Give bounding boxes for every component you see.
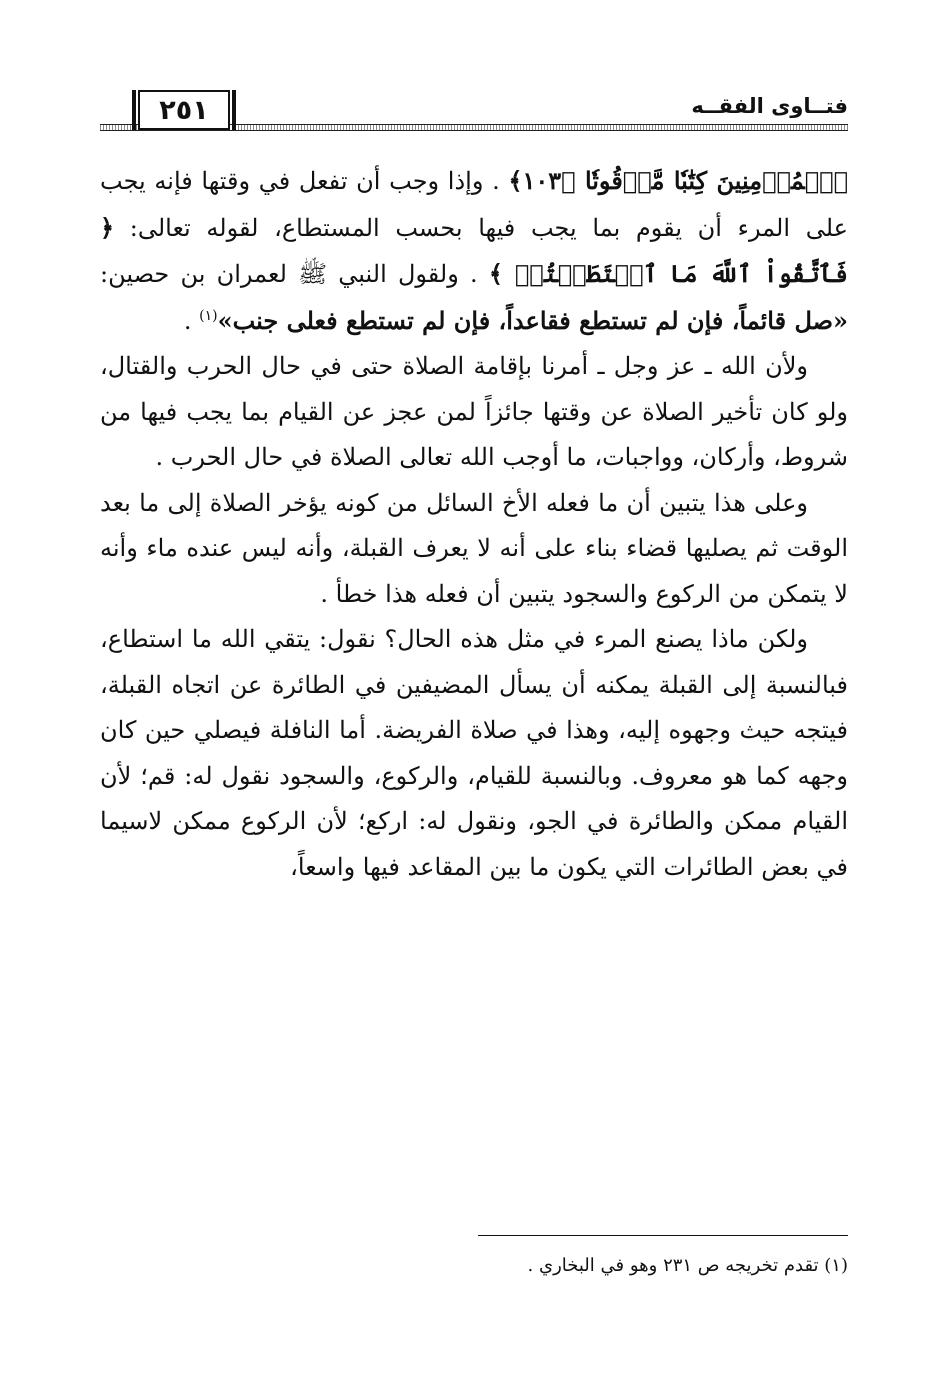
main-text: [100, 158, 848, 890]
running-header: [100, 88, 848, 138]
paragraph-2: ولأن الله ـ عز وجل ـ أمرنا بإقامة الصلاة حتى في حال الحرب والقتال، ولو كان تأخير الصلاة عن وقتها جائزاً لمن عجز عن القيام بما يجب فيها من شروط، وأركان، وواجبات، ما أوجب الله تعالى الصلاة في حال الحرب .: [100, 352, 848, 471]
book-title: فتــاوى الفقــه: [691, 94, 848, 118]
footnote-separator: [478, 1235, 848, 1236]
paragraph-1-text-b: . ولقول النبي ﷺ لعمران بن حصين:: [100, 260, 489, 288]
hadith-quote: «صل قائماً، فإن لم تستطع فقاعداً، فإن لم تستطع فعلى جنب»: [217, 305, 848, 335]
paragraph-3: وعلى هذا يتبين أن ما فعله الأخ السائل من كونه يؤخر الصلاة إلى ما بعد الوقت ثم يصليها قضاء بناء على أنه لا يعرف القبلة، وأنه ليس عنده ماء وأنه لا يتمكن من الركوع والسجود يتبين أن فعله هذا خطأ .: [100, 488, 848, 608]
footnote-marker: (١): [199, 307, 218, 324]
page-number-box: [138, 90, 230, 130]
paragraph-1-text-c: .: [183, 306, 200, 335]
quran-verse-2: ﴿ فَٱتَّقُواْ ٱللَّهَ مَا ٱسۡتَطَعۡتُمۡ ﴾: [100, 212, 848, 288]
paragraph-4: ولكن ماذا يصنع المرء في مثل هذه الحال؟ نقول: يتقي الله ما استطاع، فبالنسبة إلى القبلة يمكنه أن يسأل المضيفين في الطائرة عن اتجاه القبلة، فيتجه حيث وجهوه إليه، وهذا في صلاة الفريضة. أما النافلة فيصلي حين كان وجهه كما هو معروف. وبالنسبة للقيام، والركوع، والسجود نقول له: قم؛ لأن القيام ممكن والطائرة في الجو، ونقول له: اركع؛ لأن الركوع ممكن لاسيما في بعض الطائرات التي يكون ما بين المقاعد فيها واسعاً،: [100, 625, 849, 881]
footnote: (١) تقدم تخريجه ص ٢٣١ وهو في البخاري .: [527, 1255, 848, 1276]
quran-verse-1: ٱلۡمُؤۡمِنِينَ كِتَٰبٗا مَّوۡقُوتٗا ﴿١٠٣﴾: [508, 166, 848, 195]
page-number: ٢٥١: [159, 94, 209, 126]
paragraph-1-text-a: . وإذا وجب أن تفعل في وقتها فإنه يجب على المرء أن يقوم بما يجب فيها بحسب المستطاع، لقوله تعالى:: [100, 167, 848, 242]
paragraph-1: [100, 158, 848, 344]
